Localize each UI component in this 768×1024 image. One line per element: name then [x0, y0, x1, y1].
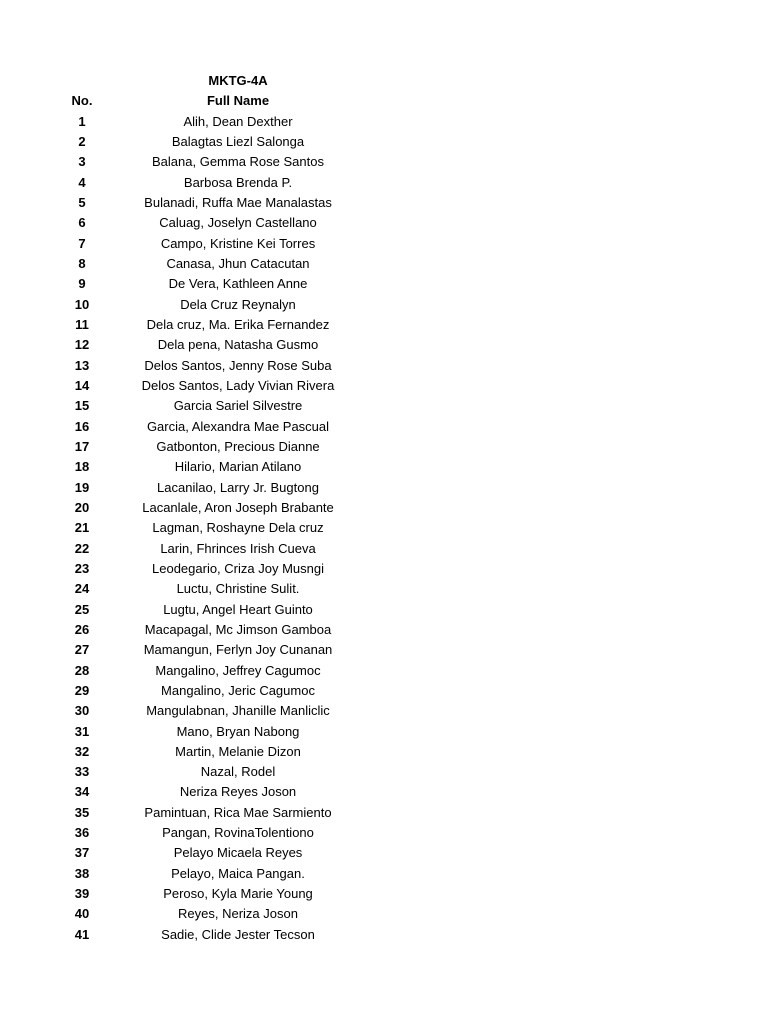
- student-number: 25: [74, 601, 90, 617]
- student-number: 14: [74, 377, 90, 393]
- student-list-sheet: [0, 71, 768, 945]
- student-full-name: Pamintuan, Rica Mae Sarmiento: [144, 804, 332, 820]
- student-full-name: Garcia Sariel Silvestre: [173, 398, 303, 414]
- student-number: 11: [75, 316, 89, 332]
- table-row: [0, 803, 768, 823]
- table-row: [0, 518, 768, 538]
- student-full-name: Balagtas Liezl Salonga: [171, 133, 305, 149]
- student-number: 7: [78, 235, 86, 251]
- table-row: [0, 213, 768, 233]
- student-number: 26: [74, 621, 90, 637]
- student-full-name: Gatbonton, Precious Dianne: [156, 438, 320, 454]
- table-row: [0, 295, 768, 315]
- table-row: [0, 782, 768, 802]
- student-full-name: Dela Cruz Reynalyn: [180, 296, 296, 312]
- student-number: 39: [74, 886, 90, 902]
- table-row: [0, 864, 768, 884]
- student-rows: [0, 112, 768, 945]
- student-number: 36: [74, 825, 90, 841]
- table-row: [0, 640, 768, 660]
- section-title: MKTG-4A: [208, 73, 268, 88]
- table-row: [0, 315, 768, 335]
- student-number: 6: [78, 215, 86, 231]
- table-row: [0, 661, 768, 681]
- student-full-name: Lagman, Roshayne Dela cruz: [152, 520, 324, 536]
- student-number: 31: [74, 723, 90, 739]
- student-number: 2: [78, 133, 86, 149]
- student-full-name: Pelayo Micaela Reyes: [173, 845, 303, 861]
- student-number: 22: [74, 540, 90, 556]
- table-row: [0, 762, 768, 782]
- student-number: 9: [78, 276, 86, 292]
- student-number: 34: [74, 784, 90, 800]
- student-number: 5: [78, 194, 86, 210]
- table-row: [0, 193, 768, 213]
- student-number: 4: [78, 174, 86, 190]
- student-full-name: Hilario, Marian Atilano: [174, 459, 302, 475]
- table-row: [0, 579, 768, 599]
- table-row: [0, 152, 768, 172]
- student-full-name: Sadie, Clide Jester Tecson: [161, 926, 315, 942]
- table-row: [0, 173, 768, 193]
- student-full-name: De Vera, Kathleen Anne: [168, 276, 308, 292]
- student-number: 29: [74, 682, 90, 698]
- column-header-no: No.: [71, 93, 93, 109]
- table-row: [0, 925, 768, 945]
- student-full-name: Lugtu, Angel Heart Guinto: [163, 601, 313, 617]
- student-full-name: Larin, Fhrinces Irish Cueva: [160, 540, 316, 556]
- table-row: [0, 437, 768, 457]
- table-row: [0, 234, 768, 254]
- student-number: 12: [74, 337, 90, 353]
- student-number: 1: [78, 113, 86, 129]
- student-number: 38: [74, 865, 90, 881]
- student-full-name: Dela cruz, Ma. Erika Fernandez: [146, 316, 330, 332]
- student-full-name: Mangalino, Jeric Cagumoc: [161, 682, 315, 698]
- table-row: [0, 722, 768, 742]
- table-row: [0, 559, 768, 579]
- header-row: [0, 91, 768, 111]
- column-header-full-name: Full Name: [206, 93, 270, 109]
- table-row: [0, 356, 768, 376]
- student-full-name: Delos Santos, Lady Vivian Rivera: [141, 377, 335, 393]
- student-number: 17: [74, 438, 90, 454]
- student-number: 37: [74, 845, 90, 861]
- student-full-name: Lacanilao, Larry Jr. Bugtong: [157, 479, 319, 495]
- table-row: [0, 335, 768, 355]
- student-number: 19: [74, 479, 90, 495]
- student-number: 32: [74, 743, 90, 759]
- student-number: 33: [74, 764, 90, 780]
- student-full-name: Caluag, Joselyn Castellano: [159, 215, 317, 231]
- student-number: 18: [74, 459, 90, 475]
- student-number: 16: [74, 418, 90, 434]
- student-full-name: Alih, Dean Dexther: [183, 113, 293, 129]
- student-number: 3: [78, 154, 86, 170]
- student-number: 13: [74, 357, 90, 373]
- student-full-name: Balana, Gemma Rose Santos: [152, 154, 324, 170]
- table-row: [0, 681, 768, 701]
- student-full-name: Dela pena, Natasha Gusmo: [157, 337, 319, 353]
- student-full-name: Mamangun, Ferlyn Joy Cunanan: [143, 642, 333, 658]
- student-full-name: Garcia, Alexandra Mae Pascual: [146, 418, 330, 434]
- student-number: 30: [74, 703, 90, 719]
- table-row: [0, 843, 768, 863]
- student-full-name: Campo, Kristine Kei Torres: [160, 235, 316, 251]
- student-full-name: Delos Santos, Jenny Rose Suba: [144, 357, 332, 373]
- table-row: [0, 884, 768, 904]
- student-full-name: Barbosa Brenda P.: [183, 174, 293, 190]
- table-row: [0, 701, 768, 721]
- student-number: 15: [74, 398, 90, 414]
- student-number: 21: [74, 520, 90, 536]
- section-title-row: [0, 71, 768, 91]
- student-number: 40: [74, 906, 90, 922]
- student-full-name: Mangalino, Jeffrey Cagumoc: [155, 662, 321, 678]
- student-full-name: Pangan, RovinaTolentiono: [162, 825, 314, 841]
- table-row: [0, 254, 768, 274]
- table-row: [0, 274, 768, 294]
- table-row: [0, 112, 768, 132]
- table-row: [0, 132, 768, 152]
- student-full-name: Pelayo, Maica Pangan.: [171, 865, 305, 881]
- student-full-name: Nazal, Rodel: [200, 764, 276, 780]
- table-row: [0, 823, 768, 843]
- table-row: [0, 742, 768, 762]
- table-row: [0, 904, 768, 924]
- student-number: 23: [74, 560, 90, 576]
- table-row: [0, 539, 768, 559]
- student-full-name: Bulanadi, Ruffa Mae Manalastas: [144, 194, 332, 210]
- student-full-name: Neriza Reyes Joson: [179, 784, 297, 800]
- student-number: 27: [74, 642, 90, 658]
- student-full-name: Peroso, Kyla Marie Young: [163, 886, 313, 902]
- student-number: 35: [74, 804, 90, 820]
- table-row: [0, 376, 768, 396]
- student-full-name: Lacanlale, Aron Joseph Brabante: [142, 499, 334, 515]
- student-full-name: Martin, Melanie Dizon: [175, 743, 301, 759]
- student-full-name: Leodegario, Criza Joy Musngi: [152, 560, 324, 576]
- table-row: [0, 417, 768, 437]
- student-full-name: Mangulabnan, Jhanille Manliclic: [146, 703, 330, 719]
- table-row: [0, 478, 768, 498]
- student-number: 10: [74, 296, 90, 312]
- student-full-name: Macapagal, Mc Jimson Gamboa: [144, 621, 332, 637]
- student-number: 24: [74, 581, 90, 597]
- student-full-name: Luctu, Christine Sulit.: [176, 581, 300, 597]
- table-row: [0, 620, 768, 640]
- student-number: 20: [74, 499, 90, 515]
- table-row: [0, 600, 768, 620]
- student-full-name: Mano, Bryan Nabong: [176, 723, 300, 739]
- student-full-name: Reyes, Neriza Joson: [178, 906, 298, 922]
- student-full-name: Canasa, Jhun Catacutan: [166, 255, 310, 271]
- student-number: 41: [74, 926, 90, 942]
- student-number: 8: [78, 255, 86, 271]
- student-number: 28: [74, 662, 90, 678]
- table-row: [0, 396, 768, 416]
- table-row: [0, 457, 768, 477]
- table-row: [0, 498, 768, 518]
